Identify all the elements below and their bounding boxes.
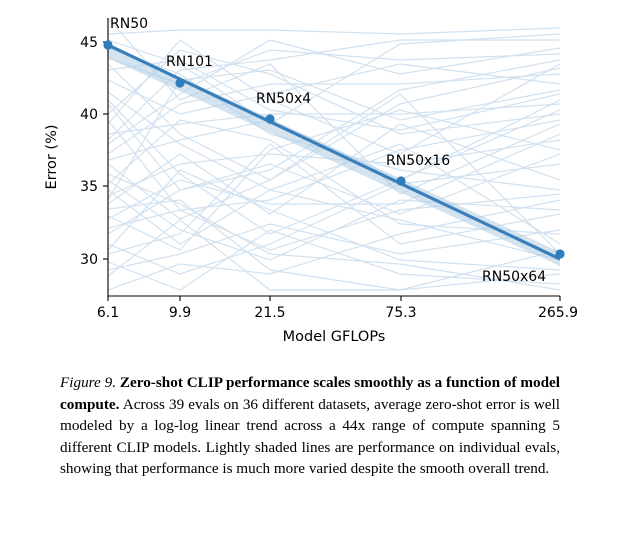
data-point-rn50x64: [555, 249, 564, 258]
figure-number: Figure 9.: [60, 374, 117, 391]
data-point-rn50x4: [265, 114, 274, 123]
y-tick-label: 45: [80, 35, 98, 51]
x-tick-labels: [97, 305, 578, 321]
y-tick-labels: [80, 35, 98, 268]
point-label-rn50x64: RN50x64: [482, 269, 547, 285]
x-axis-label: Model GFLOPs: [282, 329, 386, 345]
y-tick-label: 35: [80, 179, 98, 195]
figure-caption: [60, 372, 560, 480]
point-label-rn101: RN101: [166, 54, 213, 70]
data-point-rn50x16: [396, 176, 405, 185]
point-label-rn50x4: RN50x4: [256, 91, 312, 107]
point-label-rn50: RN50: [110, 16, 149, 32]
figure-title: Zero-shot CLIP performance scales smoothly as a function of model compute.: [60, 374, 561, 413]
x-tick-label: 265.9: [537, 305, 579, 321]
x-tick-label: 21.5: [254, 305, 286, 321]
figure-body: Across 39 evals on 36 different datasets, average zero-shot error is well modeled by a log-log linear trend across a 44x range of compute spanning 5 different CLIP models. Lightly shaded lines are performance on individual evals, showing that performance is much more varied despite the smooth overall trend.: [60, 395, 560, 478]
chart-svg: [20, 4, 600, 354]
data-point-rn101: [175, 78, 184, 87]
x-tick-label: 75.3: [385, 305, 417, 321]
x-ticks: [108, 296, 560, 301]
data-point-rn50: [103, 40, 112, 49]
point-label-rn50x16: RN50x16: [386, 153, 451, 169]
y-tick-label: 30: [80, 252, 98, 268]
chart: [20, 4, 600, 354]
x-tick-label: 6.1: [96, 305, 120, 321]
y-ticks: [103, 42, 108, 259]
y-tick-label: 40: [80, 107, 98, 123]
x-tick-label: 9.9: [168, 305, 192, 321]
y-axis-label: Error (%): [44, 124, 60, 190]
